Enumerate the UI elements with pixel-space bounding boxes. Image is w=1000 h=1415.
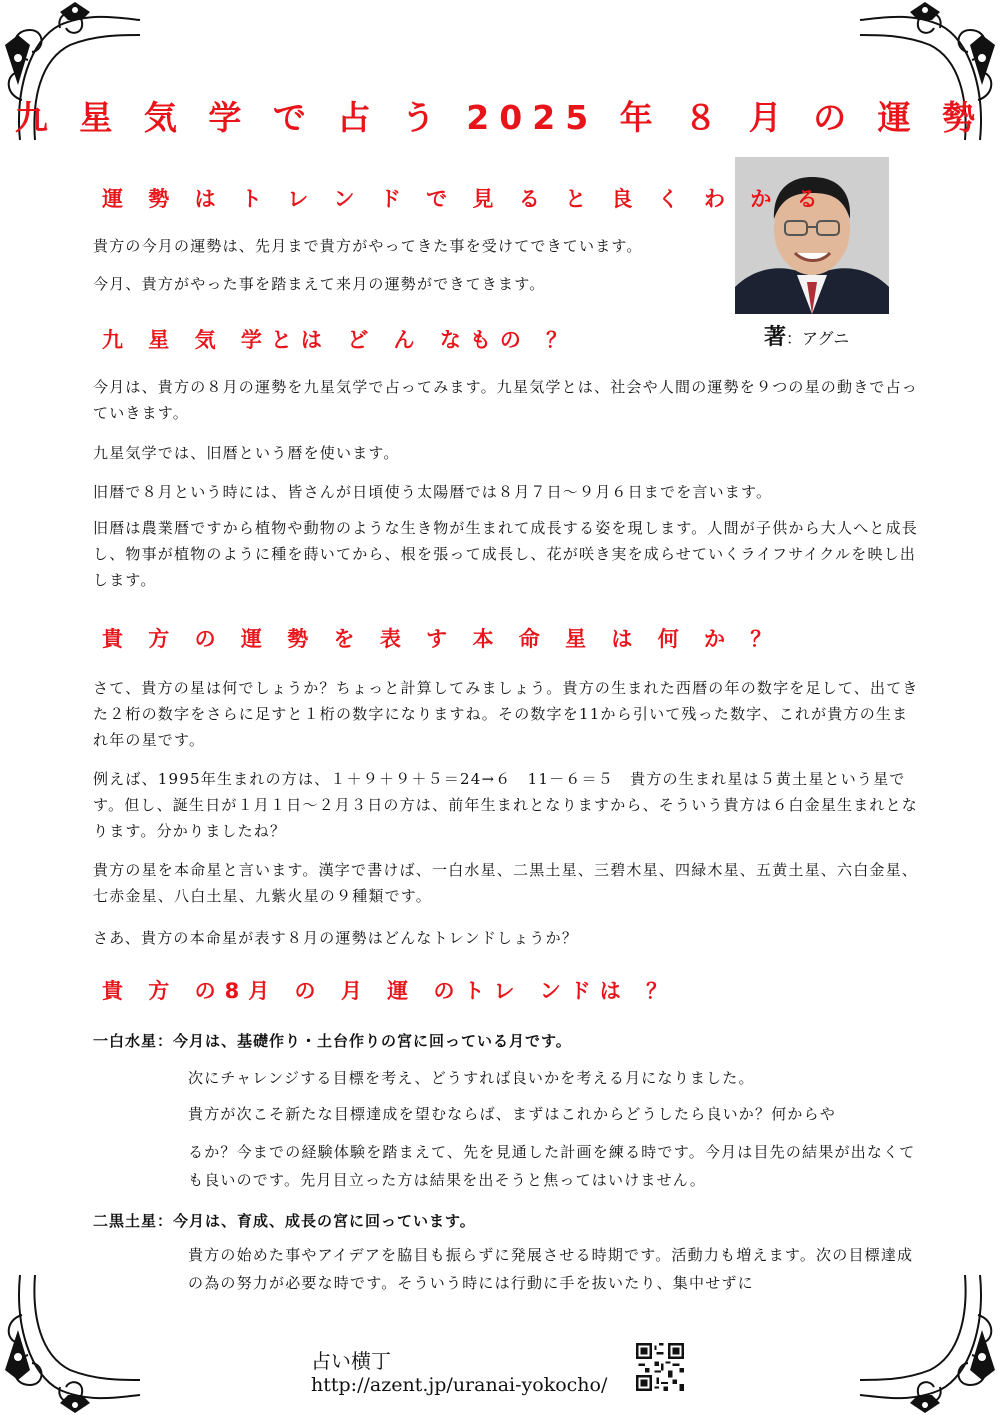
heading-trend: 運 勢 は ト レ ン ド で 見 る と 良 く わ か る <box>102 187 827 211</box>
paragraph: 貴方の今月の運勢は、先月まで貴方がやってきた事を受けてできています。 <box>93 237 643 255</box>
paragraph: 旧暦は農業暦ですから植物や動物のような生き物が生まれて成長する姿を現します。人間が子供から大人へと成長し、物事が植物のように種を蒔いてから、根を張って成長し、花が咲き実を成らせていくライフサイクルを映し出します。 <box>93 519 919 589</box>
author-name: ：アグニ <box>786 329 850 348</box>
paragraph: 今月は、貴方の８月の運勢を九星気学で占ってみます。九星気学とは、社会や人間の運勢を９つの星の動きで占っていきます。 <box>93 378 919 422</box>
page-title: 九 星 気 学 で 占 う 2025 年 ８ 月 の 運 勢 <box>14 98 986 137</box>
paragraph: 貴方の星を本命星と言います。漢字で書けば、一白水星、二黒土星、三碧木星、四緑木星、五黄土星、六白金星、七赤金星、八白土星、九紫火星の９種類です。 <box>93 861 919 905</box>
paragraph: 貴方の始めた事やアイデアを脇目も振らずに発展させる時期です。活動力も増えます。次の目標達成の為の努力が必要な時です。そういう時には行動に手を抜いたり、集中せずに <box>188 1246 914 1292</box>
paragraph: 次にチャレンジする目標を考え、どうすれば良いかを考える月になりました。 <box>188 1069 755 1087</box>
heading-what-is: 九 星 気 学とは ど ん なもの ？ <box>102 328 577 352</box>
star-label-jikoku: 二黒土星：今月は、育成、成長の宮に回っています。 <box>93 1212 476 1230</box>
star-label-ippaku: 一白水星：今月は、基礎作り・土台作りの宮に回っている月です。 <box>93 1032 572 1050</box>
ornament-icon <box>0 1265 150 1415</box>
qr-code-icon[interactable] <box>636 1343 684 1391</box>
paragraph: 貴方が次こそ新たな目標達成を望むならば、まずはこれからどうしたら良いか？何からや <box>188 1105 837 1123</box>
heading-august-trend: 貴 方 の8月 の 月 運 のトレ ンドは ？ <box>102 979 677 1003</box>
paragraph: 例えば、1995年生まれの方は、１＋９＋９＋５＝24→６ 11－６＝５ 貴方の生まれ星は５黄土星という星です。但し、誕生日が１月１日～２月３日の方は、前年生まれとなりますから、そういう貴方は６白金星生まれとなります。分かりましたね？ <box>93 770 919 840</box>
paragraph: 旧暦で８月という時には、皆さんが日頃使う太陽暦では８月７日～９月６日までを言います。 <box>93 483 773 501</box>
corner-ornament-bottom-left <box>0 1265 150 1415</box>
paragraph: るか？今までの経験体験を踏まえて、先を見通した計画を練る時です。今月は目先の結果が出なくても良いのです。先月目立った方は結果を出そうと焦ってはいけません。 <box>188 1143 916 1189</box>
footer-site-name: 占い横丁 <box>311 1349 391 1373</box>
paragraph: 九星気学では、旧暦という暦を使います。 <box>93 444 400 462</box>
author-credit <box>764 320 849 351</box>
footer-url-link[interactable]: http://azent.jp/uranai-yokocho/ <box>311 1374 608 1396</box>
paragraph: さあ、貴方の本命星が表す８月の運勢はどんなトレンドしょうか？ <box>93 929 579 947</box>
paragraph: さて、貴方の星は何でしょうか？ちょっと計算してみましょう。貴方の生まれた西暦の年の数字を足して、出てきた２桁の数字をさらに足すと１桁の数字になりますね。その数字を11から引いて残った数字、これが貴方の生まれ年の星です。 <box>93 679 919 749</box>
paragraph: 今月、貴方がやった事を踏まえて来月の運勢ができてきます。 <box>93 275 546 293</box>
author-label: 著 <box>764 324 787 350</box>
portrait-icon <box>735 157 889 314</box>
author-photo <box>735 157 889 314</box>
heading-honmei: 貴 方 の 運 勢 を 表 す 本 命 星 は 何 か ？ <box>102 627 781 651</box>
